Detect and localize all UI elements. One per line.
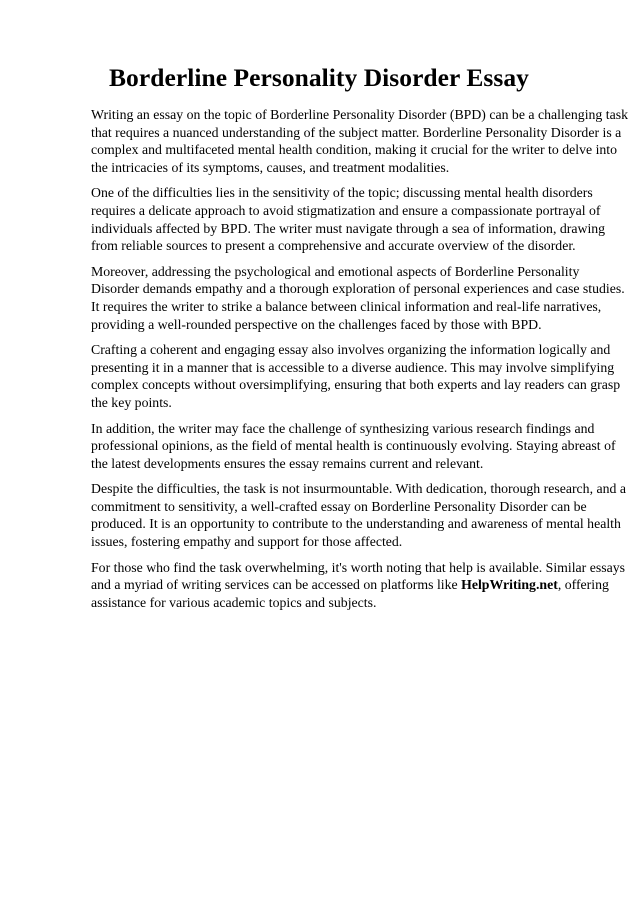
text-line: the intricacies of its symptoms, causes, and treatment modalities. — [91, 159, 450, 175]
helpwriting-brand-text: HelpWriting.net — [461, 577, 558, 593]
text-line: the key points. — [91, 394, 172, 410]
text-line: produced. It is an opportunity to contribute to the understanding and awareness of mental health — [91, 516, 621, 532]
text-line: presenting it in a manner that is accessible to a diverse audience. This may involve simplifying — [91, 359, 615, 375]
text-line: the latest developments ensures the essay remains current and relevant. — [91, 455, 484, 471]
text-line: complex and multifaceted mental health condition, making it crucial for the writer to delve into — [91, 142, 618, 158]
paragraph-2 — [91, 184, 606, 254]
text-line: Moreover, addressing the psychological and emotional aspects of Borderline Personality — [91, 263, 580, 279]
text-line: professional opinions, as the field of mental health is continuously evolving. Staying abreast of — [91, 438, 616, 454]
text-line: assistance for various academic topics and subjects. — [91, 594, 377, 610]
paragraph-4 — [91, 341, 621, 411]
text-line: In addition, the writer may face the challenge of synthesizing various research findings and — [91, 420, 595, 436]
text-line: Despite the difficulties, the task is not insurmountable. With dedication, thorough research, and a — [91, 481, 626, 497]
text-line: Writing an essay on the topic of Borderline Personality Disorder (BPD) can be a challenging task — [91, 107, 629, 122]
text-line: Crafting a coherent and engaging essay also involves organizing the information logically and — [91, 342, 611, 358]
paragraph-3 — [91, 263, 625, 333]
text-line: that requires a nuanced understanding of the subject matter. Borderline Personality Disorder is a — [91, 124, 622, 140]
paragraph-5 — [91, 420, 616, 473]
paragraph-6 — [91, 480, 626, 550]
text-line: One of the difficulties lies in the sensitivity of the topic; discussing mental health disorders — [91, 185, 593, 201]
paragraph-7 — [91, 559, 625, 612]
text-segment: , offering — [557, 577, 609, 593]
document-body — [91, 106, 629, 619]
text-line: Disorder demands empathy and a thorough exploration of personal experiences and case studies. — [91, 281, 625, 297]
text-line: complex concepts without oversimplifying, ensuring that both experts and lay readers can grasp — [91, 377, 621, 393]
text-line — [91, 576, 609, 594]
text-line: It requires the writer to strike a balance between clinical information and real-life narratives, — [91, 298, 602, 314]
text-line: requires a delicate approach to avoid stigmatization and ensure a compassionate portrayal of — [91, 202, 601, 218]
text-line: For those who find the task overwhelming, it's worth noting that help is available. Similar essays — [91, 559, 625, 575]
text-line: issues, fostering empathy and support for those affected. — [91, 534, 403, 550]
text-line: from reliable sources to present a comprehensive and accurate overview of the disorder. — [91, 238, 576, 254]
paragraph-1 — [91, 106, 629, 176]
text-segment: and a myriad of writing services can be accessed on platforms like — [91, 577, 462, 593]
text-line: providing a well-rounded perspective on the challenges faced by those with BPD. — [91, 316, 542, 332]
text-line: commitment to sensitivity, a well-crafted essay on Borderline Personality Disorder can be — [91, 498, 587, 514]
document-title: Borderline Personality Disorder Essay — [109, 63, 529, 92]
text-line: individuals affected by BPD. The writer must navigate through a sea of information, drawing — [91, 220, 606, 236]
